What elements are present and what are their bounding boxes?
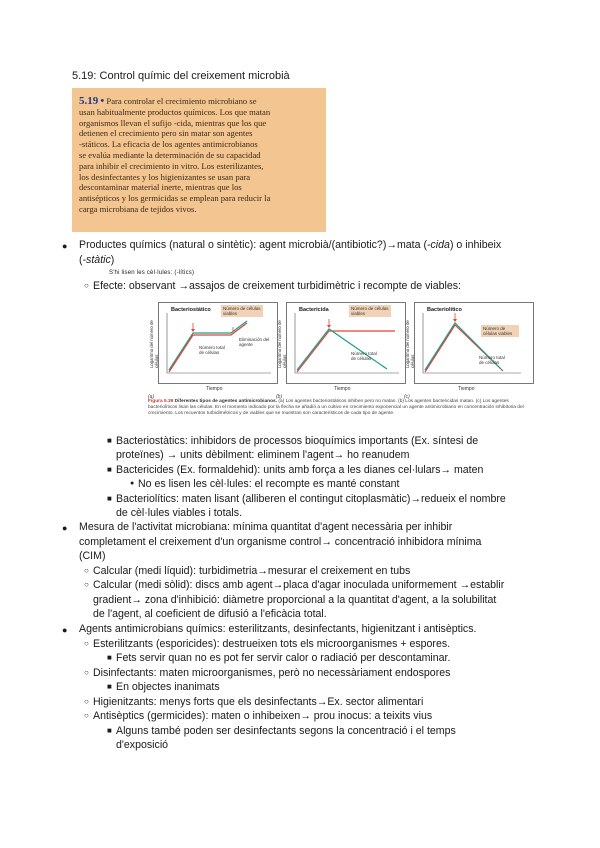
note-line: de cèl·lules viables i totals. (116, 507, 243, 519)
bullet-circle-icon: ○ (84, 580, 89, 589)
note-line: Productes químics (natural o sintètic): agent microbià/(antibiotic?)→mata (-cida) o inhibeix (79, 239, 502, 251)
bullet-square-icon: ■ (107, 465, 112, 474)
note-line: Disinfectants: maten microorganismes, però no necessàriament endospores (93, 667, 451, 679)
bullet-square-icon: ■ (107, 726, 112, 735)
x-axis-label: Tiempo (206, 386, 223, 392)
figure-5-39 (148, 302, 524, 430)
note-line: Alguns també poden ser desinfectants segons la concentració i el temps (116, 725, 456, 737)
arrow-head-icon (453, 319, 457, 322)
panel-c-chart (415, 303, 525, 383)
textbook-line: 5.19 • Para controlar el crecimiento microbiano se (79, 95, 257, 107)
bullet-circle-icon: ○ (84, 639, 89, 648)
panel-bactericidal (286, 302, 406, 384)
annotation: Eliminación del agente (239, 337, 270, 347)
bullet-dot-icon: ● (62, 625, 68, 635)
note-line: Calcular (medi líquid): turbidimetria→mesurar el creixement en tubs (93, 565, 411, 577)
bullet-square-icon: ■ (107, 653, 112, 662)
note-line: d'exposició (116, 739, 169, 751)
panel-bacteriolytic (414, 302, 534, 384)
panel-letter: (b) (276, 394, 283, 400)
x-axis-label: Tiempo (334, 386, 351, 392)
textbook-excerpt (72, 88, 326, 232)
annotation: Número total de células (351, 351, 377, 361)
panel-title: Bacteriolítico (427, 307, 462, 313)
note-line: Calcular (medi sòlid): discs amb agent→placa d'agar inoculada uniformement →establir (93, 579, 505, 591)
note-line: Bactericides (Ex. formaldehid): units amb força a les dianes cel·lulars→ maten (116, 464, 484, 476)
bullet-square-icon: ■ (107, 436, 112, 445)
textbook-line: los desinfectantes y los higienizantes se usan para (79, 171, 251, 182)
y-axis-label: Logaritmo del número de células (277, 320, 287, 368)
note-line: Mesura de l'activitat microbiana: mínima quantitat d'agent necessària per inhibir (79, 521, 453, 533)
bullet-dot-icon: ● (130, 480, 135, 487)
note-line: En objectes inanimats (116, 681, 220, 693)
annotation: Número de células viables (221, 305, 263, 317)
bullet-circle-icon: ○ (84, 711, 89, 720)
arrow-head-icon (327, 325, 331, 328)
note-line: de l'agent, al coeficient de difusió a l'eficàcia total. (93, 608, 327, 620)
panel-title: Bactericida (299, 307, 329, 313)
note-line: Fets servir quan no es pot fer servir calor o radiació per descontaminar. (116, 652, 451, 664)
textbook-line: carga microbiana de tejidos vivos. (79, 203, 197, 214)
note-line: Bacteriolítics: maten lisant (alliberen el contingut citoplasmàtic)→redueix el nombre (116, 493, 506, 505)
textbook-line: para inhibir el crecimiento in vitro. Los esterilizantes, (79, 160, 264, 171)
textbook-line: organismos llevan el sufijo -cida, mientras que los que (79, 117, 267, 128)
arrow-head-icon (191, 329, 195, 332)
annotation: Número total de células (199, 345, 225, 355)
panel-letter: (a) (148, 394, 155, 400)
viable-cells-line (297, 329, 387, 370)
textbook-line: descontaminar material inerte, mientras que los (79, 182, 242, 193)
panel-letter: (c) (404, 394, 410, 400)
page-title: 5.19: Control químic del creixement microbià (72, 70, 290, 82)
note-line: Agents antimicrobians químics: esterilitzants, desinfectants, higienitzant i antisèptics. (79, 623, 477, 635)
panel-bacteriostatic (158, 302, 278, 384)
bullet-circle-icon: ○ (84, 668, 89, 677)
bullet-square-icon: ■ (107, 494, 112, 503)
bullet-circle-icon: ○ (84, 697, 89, 706)
note-line: No es lisen les cèl·lules: el recompte es manté constant (138, 478, 400, 490)
textbook-line: -státicos. La eficacia de los agentes antimicrobianos (79, 139, 258, 150)
textbook-line: usan habitualmente productos químicos. Los que matan (79, 106, 271, 117)
textbook-line: antisépticos y los germicidas se emplean para reducir la (79, 193, 271, 204)
y-axis-label: Logaritmo del número de células (405, 320, 415, 368)
note-line: Antisèptics (germicides): maten o inhibeixen→ prou inocus: a teixits vius (93, 710, 433, 722)
figure-caption: Figura 5.39 Diferentes tipos de agentes antimicrobianos. (a) Los agentes bacteriostáticos inhiben pero no matan. (b) Los agentes bactericidas matan. (c) Los agentes bacteriolíticos lisan las células. En el momento indicado por la flecha se añadió a un cultivo en crecimiento exponencial un agente antimicrobiano en concentración inhibitoria del crecimiento. Los recuentos turbidimétricos y de viables que se muestran son característicos de cada tipo de agente. (148, 399, 524, 416)
note-line: Higienitzants: menys forts que els desinfectants→Ex. sector alimentari (93, 696, 424, 708)
bullet-dot-icon: ● (62, 523, 68, 533)
small-note: S'hi lisen les cèl·lules: (-lítics) (109, 270, 195, 276)
note-line: Bacteriostàtics: inhibidors de processos bioquímics importants (Ex. síntesi de (116, 435, 479, 447)
annotation: Número de células viables (481, 325, 519, 337)
textbook-line: se evalúa mediante la determinación de su capacidad (79, 149, 261, 160)
bullet-square-icon: ■ (107, 682, 112, 691)
textbook-line: detienen el crecimiento pero sin matar son agentes (79, 128, 253, 139)
bullet-dot-icon: ● (62, 241, 68, 251)
annotation: Número total de células (479, 355, 505, 365)
note-line: (-stàtic) (79, 254, 115, 266)
bullet-circle-icon: ○ (84, 281, 89, 290)
note-line: Esterilitzants (esporicides): destrueixen tots els microorganismes + espores. (93, 638, 451, 650)
note-line: proteïnes) → units dèbilment: eliminem l'agent→ ho reanudem (116, 449, 410, 461)
panel-title: Bacteriostático (171, 307, 211, 313)
textbook-number: 5.19 (79, 95, 99, 107)
note-line: Efecte: observant →assajos de creixement turbidimètric i recompte de viables: (93, 280, 462, 292)
annotation: Número de células viables (349, 305, 391, 317)
note-line: (CIM) (79, 550, 106, 562)
y-axis-label: Logaritmo del número de células (149, 320, 159, 368)
note-line: gradient→ zona d'inhibició: diàmetre proporcional a la quantitat d'agent, a la solubilitat (93, 594, 497, 606)
note-line: completament el creixement d'un organisme control→ concentració inhibidora mínima (79, 536, 482, 548)
bullet-circle-icon: ○ (84, 566, 89, 575)
x-axis-label: Tiempo (458, 386, 475, 392)
